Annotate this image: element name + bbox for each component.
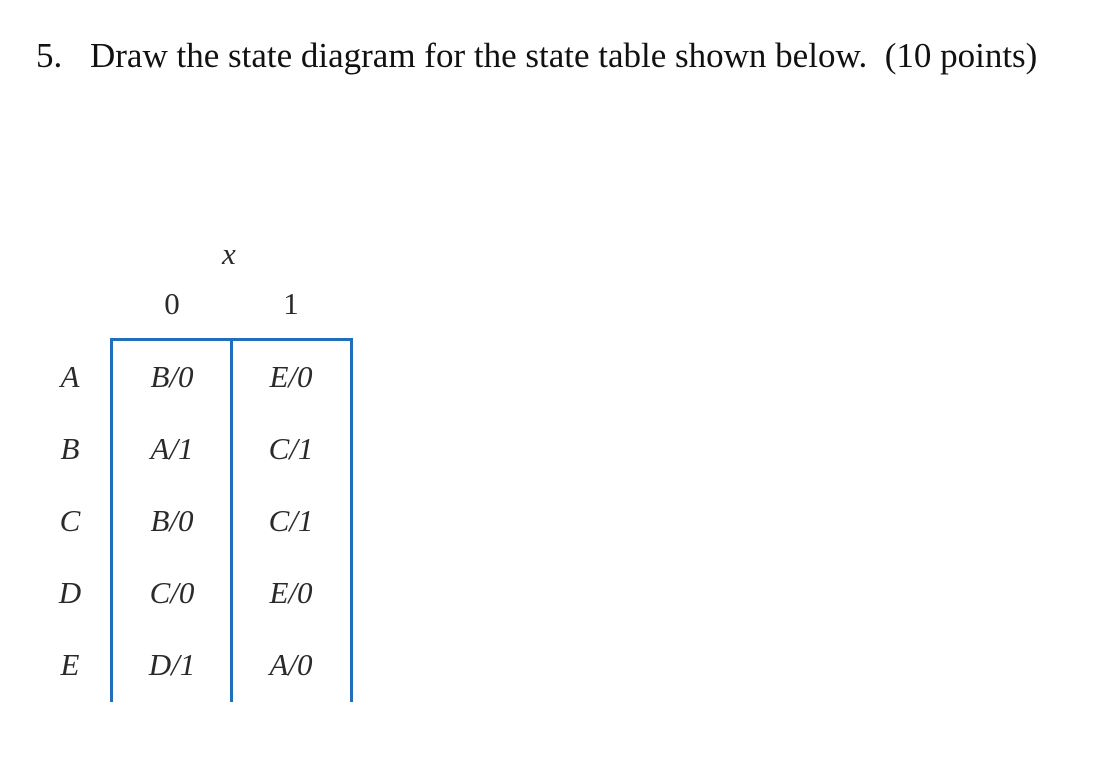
next-state-e-x1: A/0 <box>269 647 313 682</box>
table-middle-rule <box>230 338 233 702</box>
next-state-c-x0: B/0 <box>150 503 194 538</box>
state-label-e: E <box>60 647 80 682</box>
next-state-d-x1: E/0 <box>269 575 313 610</box>
state-label-a: A <box>60 359 80 394</box>
question-number: 5. <box>36 36 63 75</box>
table-left-rule <box>110 338 113 702</box>
next-state-b-x1: C/1 <box>268 431 314 466</box>
next-state-a-x1: E/0 <box>269 359 313 394</box>
next-state-c-x1: C/1 <box>268 503 314 538</box>
column-header-1: 1 <box>283 286 299 321</box>
table-right-rule <box>350 338 353 702</box>
state-label-b: B <box>60 431 80 466</box>
next-state-e-x0: D/1 <box>148 647 196 682</box>
input-variable-label: x <box>222 236 236 271</box>
next-state-d-x0: C/0 <box>149 575 195 610</box>
column-header-0: 0 <box>164 286 180 321</box>
state-label-d: D <box>58 575 82 610</box>
next-state-a-x0: B/0 <box>150 359 194 394</box>
next-state-b-x0: A/1 <box>150 431 194 466</box>
question-text: Draw the state diagram for the state table shown below. <box>90 36 868 75</box>
question-points: (10 points) <box>884 36 1038 75</box>
state-label-c: C <box>59 503 81 538</box>
